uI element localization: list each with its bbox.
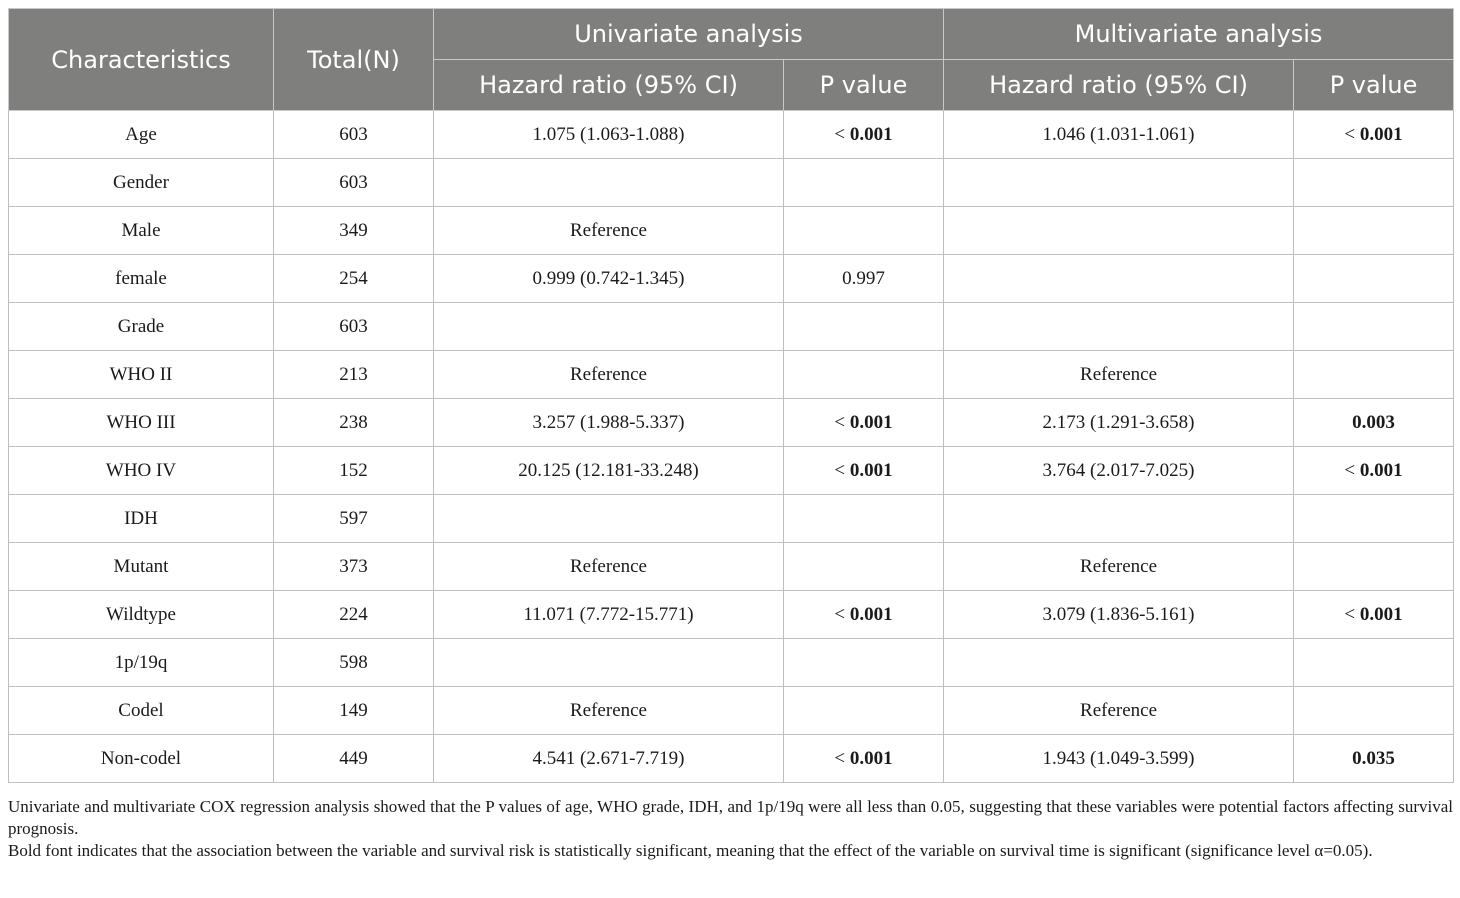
table-row xyxy=(9,639,1454,687)
cell-total: 349 xyxy=(274,207,434,255)
cox-regression-table xyxy=(8,8,1454,783)
cell-total: 238 xyxy=(274,399,434,447)
cell-uni-p-value xyxy=(784,639,944,687)
cell-uni-p-value xyxy=(784,543,944,591)
cell-uni-hazard-ratio: Reference xyxy=(434,351,784,399)
footnote-bold-meaning: Bold font indicates that the association between the variable and survival risk is statistically significant, meaning that the effect of the variable on survival time is significant (significance level α=0.05). xyxy=(8,841,1373,860)
p-value-operator: < xyxy=(1344,123,1360,145)
cell-total: 149 xyxy=(274,687,434,735)
cell-characteristic: Age xyxy=(9,111,274,159)
cell-uni-hazard-ratio: Reference xyxy=(434,687,784,735)
table-row xyxy=(9,543,1454,591)
cell-multi-hazard-ratio xyxy=(944,255,1294,303)
cell-total: 603 xyxy=(274,111,434,159)
cell-total: 213 xyxy=(274,351,434,399)
table-row xyxy=(9,207,1454,255)
cell-total: 449 xyxy=(274,735,434,783)
p-value-operator: < xyxy=(834,411,850,433)
cell-characteristic: Codel xyxy=(9,687,274,735)
table-row xyxy=(9,303,1454,351)
cell-multi-p-value xyxy=(1294,543,1454,591)
table-row xyxy=(9,687,1454,735)
cell-multi-p-value xyxy=(1294,687,1454,735)
table-row xyxy=(9,159,1454,207)
header-uni-hazard-ratio: Hazard ratio (95% CI) xyxy=(434,60,784,111)
cell-uni-p-value xyxy=(784,111,944,159)
cell-uni-hazard-ratio: 1.075 (1.063-1.088) xyxy=(434,111,784,159)
cell-multi-hazard-ratio xyxy=(944,495,1294,543)
cell-characteristic: Male xyxy=(9,207,274,255)
cell-multi-p-value xyxy=(1294,639,1454,687)
cell-uni-hazard-ratio: 0.999 (0.742-1.345) xyxy=(434,255,784,303)
p-value-number: 0.003 xyxy=(1352,411,1395,433)
cell-multi-hazard-ratio xyxy=(944,159,1294,207)
cell-uni-hazard-ratio: Reference xyxy=(434,207,784,255)
p-value-operator: < xyxy=(834,459,850,481)
cell-multi-hazard-ratio: Reference xyxy=(944,687,1294,735)
header-uni-p-value: P value xyxy=(784,60,944,111)
cell-multi-p-value xyxy=(1294,255,1454,303)
header-characteristics: Characteristics xyxy=(9,9,274,111)
cell-characteristic: Mutant xyxy=(9,543,274,591)
cell-uni-p-value xyxy=(784,255,944,303)
cell-characteristic: Wildtype xyxy=(9,591,274,639)
table-row xyxy=(9,351,1454,399)
cell-uni-p-value xyxy=(784,207,944,255)
cell-multi-p-value xyxy=(1294,447,1454,495)
p-value-operator: < xyxy=(834,747,850,769)
header-row-top xyxy=(9,9,1454,60)
p-value-operator: < xyxy=(1344,603,1360,625)
p-value-number: 0.001 xyxy=(1359,603,1403,625)
table-row xyxy=(9,399,1454,447)
cell-multi-hazard-ratio: 3.079 (1.836-5.161) xyxy=(944,591,1294,639)
cell-multi-p-value xyxy=(1294,735,1454,783)
cell-characteristic: WHO IV xyxy=(9,447,274,495)
cell-multi-p-value xyxy=(1294,207,1454,255)
cell-multi-p-value xyxy=(1294,111,1454,159)
cell-uni-p-value xyxy=(784,303,944,351)
table-footnotes xyxy=(8,796,1453,862)
table-row xyxy=(9,495,1454,543)
p-value-number: 0.001 xyxy=(849,459,893,481)
header-multi-p-value: P value xyxy=(1294,60,1454,111)
cell-multi-hazard-ratio: Reference xyxy=(944,351,1294,399)
cell-multi-hazard-ratio: 1.943 (1.049-3.599) xyxy=(944,735,1294,783)
p-value-operator: < xyxy=(834,603,850,625)
cell-uni-p-value xyxy=(784,351,944,399)
p-value-number: 0.001 xyxy=(1359,123,1403,145)
cell-uni-p-value xyxy=(784,447,944,495)
table-row xyxy=(9,591,1454,639)
table-row xyxy=(9,735,1454,783)
cell-multi-hazard-ratio xyxy=(944,207,1294,255)
header-total: Total(N) xyxy=(274,9,434,111)
cell-uni-p-value xyxy=(784,687,944,735)
header-multivariate: Multivariate analysis xyxy=(944,9,1454,60)
table-body xyxy=(9,111,1454,783)
p-value-operator: < xyxy=(834,123,850,145)
table-row xyxy=(9,447,1454,495)
cell-uni-hazard-ratio xyxy=(434,495,784,543)
cell-multi-hazard-ratio xyxy=(944,639,1294,687)
cell-multi-p-value xyxy=(1294,159,1454,207)
cell-characteristic: female xyxy=(9,255,274,303)
cell-total: 254 xyxy=(274,255,434,303)
p-value-operator: < xyxy=(1344,459,1360,481)
cell-total: 603 xyxy=(274,303,434,351)
p-value-number: 0.001 xyxy=(849,411,893,433)
cell-multi-hazard-ratio: 1.046 (1.031-1.061) xyxy=(944,111,1294,159)
p-value-number: 0.001 xyxy=(849,603,893,625)
cell-total: 152 xyxy=(274,447,434,495)
cell-uni-hazard-ratio: 4.541 (2.671-7.719) xyxy=(434,735,784,783)
cell-uni-p-value xyxy=(784,495,944,543)
p-value-number: 0.001 xyxy=(849,747,893,769)
cell-uni-hazard-ratio xyxy=(434,159,784,207)
cell-characteristic: Gender xyxy=(9,159,274,207)
cell-multi-p-value xyxy=(1294,303,1454,351)
cell-uni-p-value xyxy=(784,735,944,783)
cell-multi-p-value xyxy=(1294,351,1454,399)
cell-total: 603 xyxy=(274,159,434,207)
cell-multi-hazard-ratio: 2.173 (1.291-3.658) xyxy=(944,399,1294,447)
p-value-number: 0.997 xyxy=(842,267,885,289)
cell-characteristic: WHO II xyxy=(9,351,274,399)
cell-multi-p-value xyxy=(1294,399,1454,447)
header-multi-hazard-ratio: Hazard ratio (95% CI) xyxy=(944,60,1294,111)
cell-uni-hazard-ratio: 11.071 (7.772-15.771) xyxy=(434,591,784,639)
p-value-number: 0.001 xyxy=(1359,459,1403,481)
cell-characteristic: Grade xyxy=(9,303,274,351)
cell-uni-p-value xyxy=(784,159,944,207)
p-value-number: 0.035 xyxy=(1352,747,1395,769)
cell-multi-hazard-ratio: Reference xyxy=(944,543,1294,591)
header-univariate: Univariate analysis xyxy=(434,9,944,60)
cell-uni-hazard-ratio xyxy=(434,639,784,687)
cell-uni-hazard-ratio: 20.125 (12.181-33.248) xyxy=(434,447,784,495)
cell-characteristic: IDH xyxy=(9,495,274,543)
cell-uni-p-value xyxy=(784,399,944,447)
cell-characteristic: WHO III xyxy=(9,399,274,447)
cell-total: 598 xyxy=(274,639,434,687)
cell-multi-p-value xyxy=(1294,591,1454,639)
cell-characteristic: 1p/19q xyxy=(9,639,274,687)
cell-uni-p-value xyxy=(784,591,944,639)
cell-characteristic: Non-codel xyxy=(9,735,274,783)
cell-total: 224 xyxy=(274,591,434,639)
cell-multi-p-value xyxy=(1294,495,1454,543)
cell-multi-hazard-ratio xyxy=(944,303,1294,351)
p-value-number: 0.001 xyxy=(849,123,893,145)
cell-uni-hazard-ratio: Reference xyxy=(434,543,784,591)
cell-total: 597 xyxy=(274,495,434,543)
cell-multi-hazard-ratio: 3.764 (2.017-7.025) xyxy=(944,447,1294,495)
cell-uni-hazard-ratio: 3.257 (1.988-5.337) xyxy=(434,399,784,447)
table-row xyxy=(9,111,1454,159)
footnote-summary: Univariate and multivariate COX regression analysis showed that the P values of age, WHO grade, IDH, and 1p/19q were all less than 0.05, suggesting that these variables were potential factors affecting survival prognosis. xyxy=(8,797,1453,838)
cell-uni-hazard-ratio xyxy=(434,303,784,351)
cell-total: 373 xyxy=(274,543,434,591)
table-row xyxy=(9,255,1454,303)
